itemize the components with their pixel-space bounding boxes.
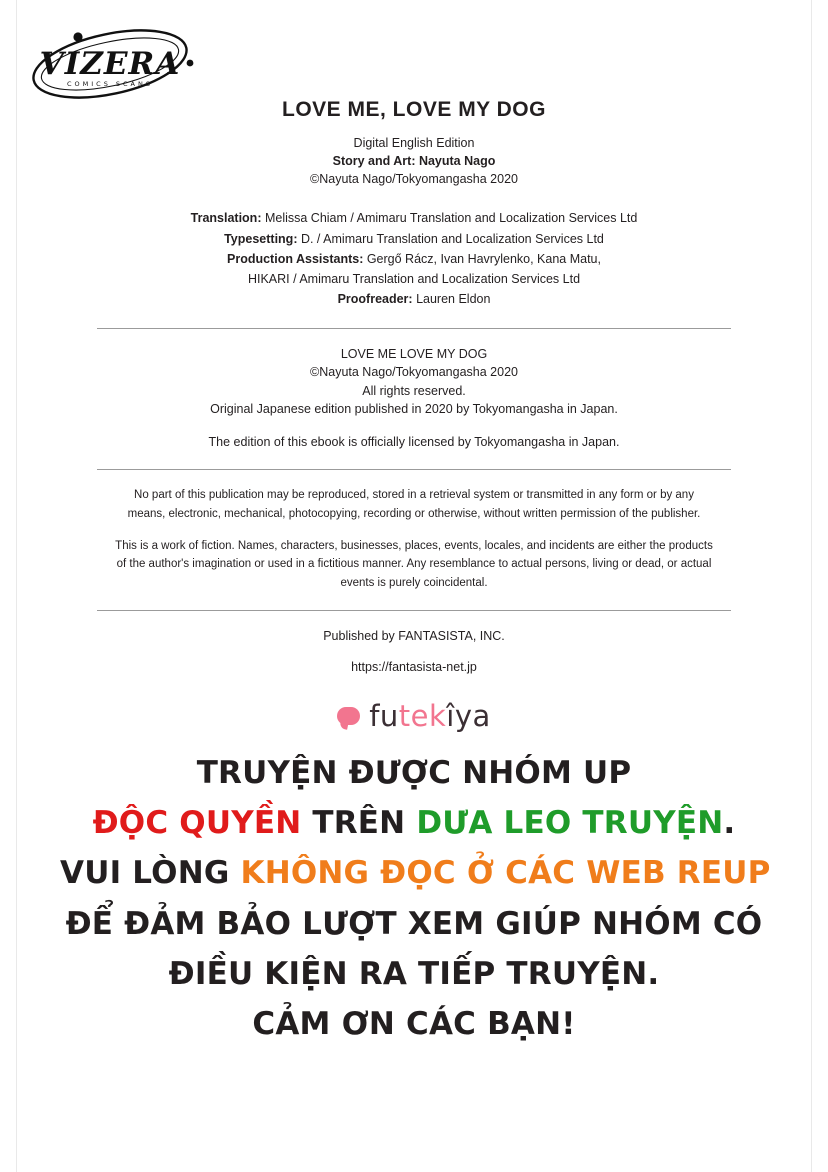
credit-row: Translation: Melissa Chiam / Amimaru Translation and Localization Services Ltd (190, 211, 638, 226)
svg-text:VIZERA: VIZERA (39, 46, 181, 82)
notice-line-2: ĐỘC QUYỀN TRÊN DƯA LEO TRUYỆN. (92, 805, 736, 842)
rights-line: ©Nayuta Nago/Tokyomangasha 2020 (310, 365, 518, 380)
legal-paragraph: This is a work of fiction. Names, characters, businesses, places, events, locales, and incidents are either the products of the author's imagination or used in a fictitious manner. Any resemblance to actual persons, living or dead, or actual events is purely coincidental. (115, 539, 713, 589)
published-by: Published by FANTASISTA, INC. (323, 629, 505, 644)
legal-paragraph: No part of this publication may be reproduced, stored in a retrieval system or transmitted in any form or by any means, electronic, mechanical, photocopying, recording or otherwise, without written permission of the publisher. (127, 489, 701, 520)
publisher-website[interactable]: https://fantasista-net.jp (351, 660, 477, 675)
copyright-line-top: ©Nayuta Nago/Tokyomangasha 2020 (310, 172, 518, 187)
rights-line: LOVE ME LOVE MY DOG (340, 346, 488, 361)
vizera-logo (22, 20, 202, 105)
credits-block (97, 208, 731, 309)
rights-line: All rights reserved. (362, 383, 466, 398)
credit-row: Production Assistants: Gergő Rácz, Ivan Havrylenko, Kana Matu, (227, 251, 601, 266)
rights-block (97, 345, 731, 452)
divider-2 (97, 469, 731, 470)
credit-row: Typesetting: D. / Amimaru Translation and Localization Services Ltd (224, 231, 604, 246)
notice-line-3: VUI LÒNG KHÔNG ĐỌC Ở CÁC WEB REUP (60, 855, 771, 892)
divider-3 (97, 610, 731, 611)
divider-1 (97, 328, 731, 329)
book-title: LOVE ME, LOVE MY DOG (282, 98, 546, 121)
futekiya-wordmark: futekîya (369, 699, 491, 734)
credit-row: Proofreader: Lauren Eldon (337, 292, 491, 307)
futekiya-logo (97, 699, 731, 733)
notice-line-6: CẢM ƠN CÁC BẠN! (252, 1006, 576, 1043)
page-edge-right (811, 0, 812, 1172)
svg-text:COMICS SCANS: COMICS SCANS (66, 80, 154, 88)
rights-line: Original Japanese edition published in 2020 by Tokyomangasha in Japan. (210, 402, 618, 417)
legal-block (97, 486, 731, 592)
license-note: The edition of this ebook is officially licensed by Tokyomangasha in Japan. (208, 434, 620, 449)
publisher-block (97, 627, 731, 677)
story-and-art-line: Story and Art: Nayuta Nago (332, 154, 496, 169)
edition-line: Digital English Edition (353, 136, 475, 150)
notice-line-4: ĐỂ ĐẢM BẢO LƯỢT XEM GIÚP NHÓM CÓ (65, 905, 763, 942)
notice-line-5: ĐIỀU KIỆN RA TIẾP TRUYỆN. (168, 955, 660, 992)
scanlation-notice (60, 748, 771, 1049)
colophon (97, 98, 731, 733)
credit-row: HIKARI / Amimaru Translation and Localization Services Ltd (247, 272, 581, 287)
notice-line-1: TRUYỆN ĐƯỢC NHÓM UP (196, 755, 632, 791)
page-edge-left (16, 0, 17, 1172)
speech-bubble-icon (337, 707, 360, 725)
